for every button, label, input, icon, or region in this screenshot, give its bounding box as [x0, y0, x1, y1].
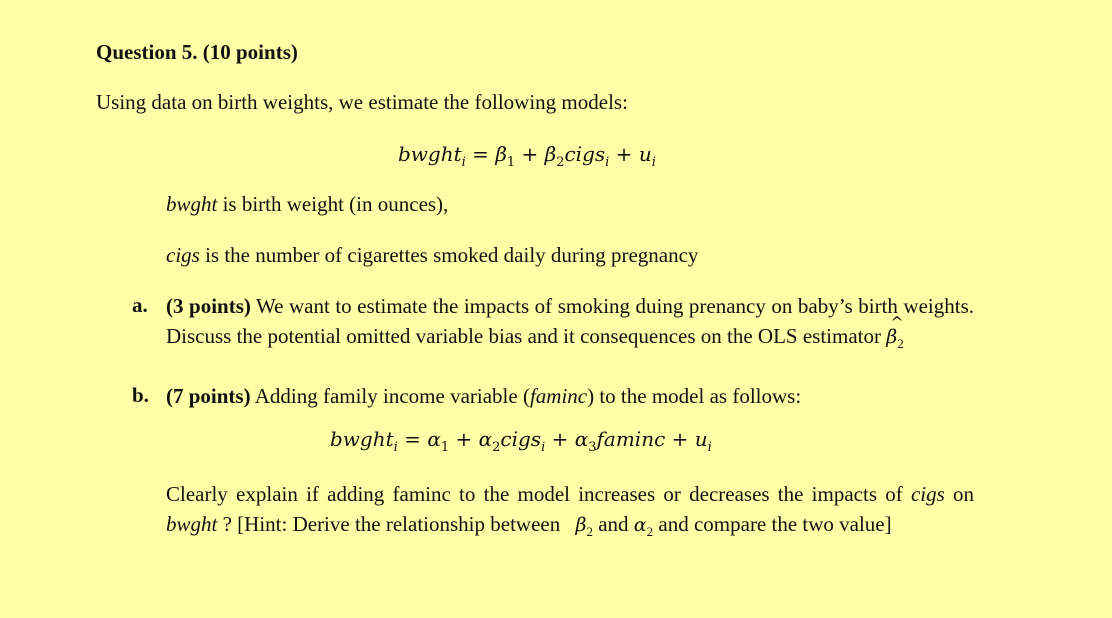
eq1-plus1: + [515, 142, 545, 166]
part-b-q-alpha-sub: 2 [646, 524, 654, 539]
eq2-var2: faminc [596, 427, 666, 451]
eq1-equals: = [465, 142, 496, 166]
part-b-question [166, 479, 974, 547]
eq2-a1: α [427, 427, 441, 451]
eq1-lhs-sub: i [461, 155, 466, 170]
eq1-plus2: + [609, 142, 639, 166]
eq1-b2-sub: 2 [556, 155, 565, 170]
eq2-a3-sub: 3 [588, 440, 597, 455]
part-b-q-var-bwght: bwght [166, 512, 218, 536]
eq2-lhs-sub: i [393, 440, 398, 455]
eq2-err-sub: i [707, 440, 712, 455]
eq1-err: u [638, 142, 652, 166]
part-b-label: b. [132, 383, 149, 407]
variable-name: bwght [166, 192, 218, 216]
part-b-q-var-cigs: cigs [910, 482, 945, 506]
variable-desc: is the number of cigarettes smoked daily during pregnancy [199, 243, 699, 267]
part-b-body-1: Adding family income variable ( [250, 384, 530, 408]
eq2-err: u [694, 427, 708, 451]
eq2-a1-sub: 1 [440, 440, 450, 455]
eq2-plus2: + [545, 427, 575, 451]
eq2-var1: cigs [500, 427, 542, 451]
eq2-equals: = [397, 427, 428, 451]
eq2-a2: α [478, 427, 493, 451]
eq1-b2: β [544, 142, 557, 166]
eq1-b1: β [495, 142, 507, 166]
part-a-body: We want to estimate the impacts of smoking duing prenancy on baby’s birth weights. Discuss the potential omitted variable bias and it consequences on the OLS estimator [166, 294, 974, 348]
variable-definition-cigs [166, 243, 698, 268]
variable-name: cigs [166, 243, 200, 267]
part-b-q-text-4: and compare the two value] [653, 512, 892, 536]
eq2-plus1: + [449, 427, 479, 451]
question-intro: Using data on birth weights, we estimate the following models: [96, 90, 628, 114]
eq1-err-sub: i [651, 155, 656, 170]
part-b-q-text-1: Clearly explain if adding faminc to the model increases or decreases the impacts of [166, 482, 911, 506]
part-b-q-beta: β [575, 514, 587, 536]
eq2-a2-sub: 2 [492, 440, 501, 455]
part-a-points: (3 points) [166, 294, 251, 318]
part-b-q-text-3: ? [Hint: Derive the relationship between [217, 512, 566, 536]
part-b-text [166, 381, 974, 411]
eq2-lhs: bwght [330, 427, 394, 451]
eq1-b1-sub: 1 [506, 155, 516, 170]
part-a-text [166, 291, 974, 359]
eq1-var: cigs [564, 142, 606, 166]
part-b-points: (7 points) [166, 384, 251, 408]
eq2-a3: α [574, 427, 589, 451]
part-b-body-2: ) to the model as follows: [587, 384, 802, 408]
part-b-q-text-2: on [944, 482, 974, 506]
part-b-q-beta-sub: 2 [586, 524, 593, 539]
eq1-var-sub: i [605, 155, 610, 170]
variable-desc: is birth weight (in ounces), [217, 192, 449, 216]
part-a-label: a. [132, 293, 148, 317]
part-a-estimator-sub: 2 [897, 336, 904, 351]
eq2-plus3: + [665, 427, 695, 451]
eq1-lhs: bwght [398, 142, 462, 166]
eq2-var1-sub: i [541, 440, 546, 455]
variable-definition-bwght [166, 192, 448, 217]
model-1-equation [398, 142, 656, 170]
part-b-var: faminc [529, 384, 588, 408]
model-2-equation [330, 427, 712, 455]
part-a-estimator: ^ β [886, 322, 897, 352]
part-b-q-alpha: α [633, 514, 647, 536]
question-title: Question 5. (10 points) [96, 40, 298, 64]
part-b-q-and: and [592, 512, 634, 536]
